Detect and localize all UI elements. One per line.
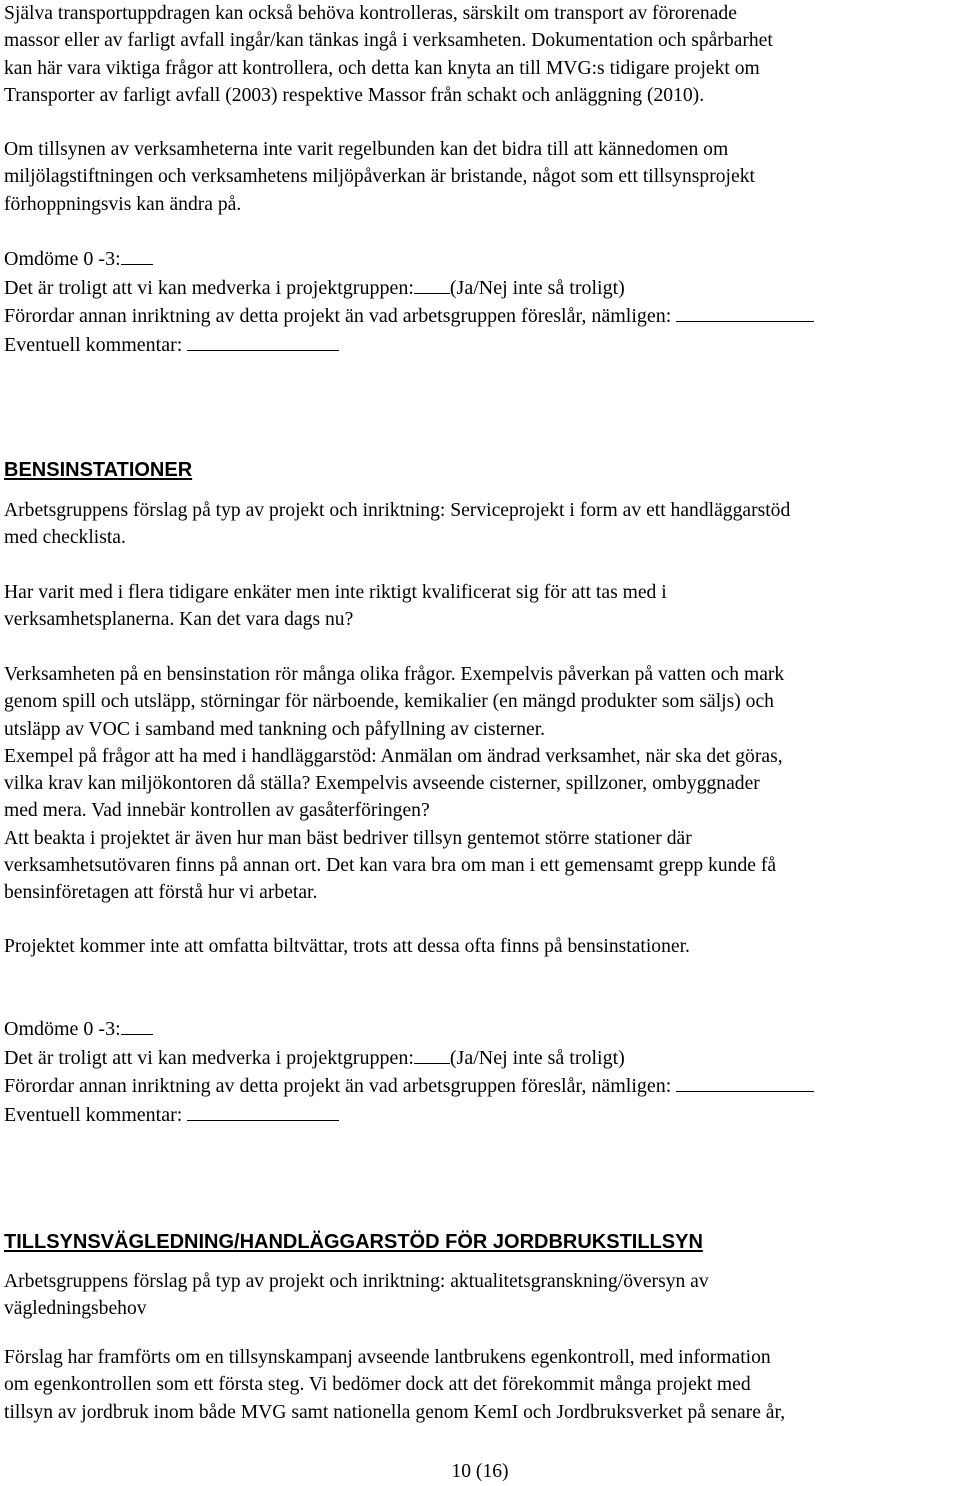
text-line: kan här vara viktiga frågor att kontrollera, och detta kan knyta an till MVG:s tidigare projekt om [4,57,760,79]
text-line: Att beakta i projektet är även hur man bäst bedriver tillsyn gentemot större stationer där [4,827,692,849]
assessment-form-1 [4,245,814,359]
section-heading-bensinstationer: BENSINSTATIONER [4,459,193,481]
omdome-blank[interactable] [121,245,153,265]
medverka-blank[interactable] [414,1044,450,1064]
text-line: miljölagstiftningen och verksamhetens miljöpåverkan är bristande, något som ett tillsynsprojekt [4,166,755,188]
page-number: 10 (16) [451,1461,509,1482]
medverka-row [4,1044,814,1073]
forordar-label: Förordar annan inriktning av detta projekt än vad arbetsgruppen föreslår, nämligen: [4,1075,672,1097]
text-line: med checklista. [4,527,126,549]
bensin-verksamheten-paragraph [4,661,956,907]
text-line: Har varit med i flera tidigare enkäter men inte riktigt kvalificerat sig för att tas med i [4,582,667,603]
medverka-blank[interactable] [414,274,450,294]
section-heading-jordbrukstillsyn: TILLSYNSVÄGLEDNING/HANDLÄGGARSTÖD FÖR JORDBRUKSTILLSYN [4,1231,703,1253]
medverka-label: Det är troligt att vi kan medverka i projektgruppen: [4,1046,414,1069]
text-line: Om tillsynen av verksamheterna inte varit regelbunden kan det bidra till att kännedomen om [4,139,729,160]
omdome-row [4,1015,814,1044]
medverka-suffix: (Ja/Nej inte så troligt) [449,1046,625,1069]
intro-paragraph [4,0,956,109]
medverka-suffix: (Ja/Nej inte så troligt) [449,276,625,299]
text-line: Transporter av farligt avfall (2003) respektive Massor från schakt och anläggning (2010). [4,84,705,106]
text-line: om egenkontrollen som ett första steg. Vi bedömer dock att det förekommit många projekt med [4,1374,751,1396]
assessment-form-2 [4,1015,814,1129]
kommentar-blank[interactable] [187,331,339,351]
text-line: Exempel på frågor att ha med i handläggarstöd: Anmälan om ändrad verksamhet, när ska det göras, [4,745,783,767]
text-line: Förslag har framförts om en tillsynskampanj avseende lantbrukens egenkontroll, med information [4,1347,771,1368]
medverka-label: Det är troligt att vi kan medverka i projektgruppen: [4,276,414,299]
bensin-har-varit-paragraph [4,579,956,634]
omdome-label: Omdöme 0 -3: [4,248,121,270]
text-line: Projektet kommer inte att omfatta biltvättar, trots att dessa ofta finns på bensinstationer. [4,936,690,957]
forordar-blank[interactable] [676,1072,814,1092]
text-line: tillsyn av jordbruk inom både MVG samt nationella genom KemI och Jordbruksverket på senare år, [4,1401,786,1423]
text-line: massor eller av farligt avfall ingår/kan tänkas ingå i verksamheten. Dokumentation och spårbarhet [4,30,773,52]
forordar-row [4,1072,814,1101]
omdome-blank[interactable] [121,1015,153,1035]
text-line: Verksamheten på en bensinstation rör många olika frågor. Exempelvis påverkan på vatten och mark [4,664,785,685]
text-line: genom spill och utsläpp, störningar för närboende, kemikalier (en mängd produkter som säljs) och [4,691,774,713]
jordbruk-kampanj-paragraph [4,1344,956,1426]
text-line: vägledningsbehov [4,1298,147,1320]
text-line: verksamhetsutövaren finns på annan ort. Det kan vara bra om man i ett gemensamt grepp kunde få [4,855,777,877]
text-line: Arbetsgruppens förslag på typ av projekt och inriktning: aktualitetsgranskning/översyn av [4,1271,709,1292]
text-line: Arbetsgruppens förslag på typ av projekt och inriktning: Serviceprojekt i form av ett handläggarstöd [4,500,791,521]
bensin-forslag-paragraph [4,497,956,552]
kommentar-row [4,1101,814,1130]
text-line: utsläpp av VOC i samband med tankning och påfyllning av cisterner. [4,718,546,740]
medverka-row [4,274,814,303]
kommentar-label: Eventuell kommentar: [4,333,183,356]
forordar-row [4,302,814,331]
text-line: förhoppningsvis kan ändra på. [4,193,242,215]
text-line: med mera. Vad innebär kontrollen av gasåterföringen? [4,800,430,822]
bensin-projektet-paragraph [4,933,956,960]
kommentar-row [4,331,814,360]
forordar-blank[interactable] [676,302,814,322]
omdome-label: Omdöme 0 -3: [4,1018,121,1040]
jordbruk-forslag-paragraph [4,1268,956,1323]
text-line: Själva transportuppdragen kan också behöva kontrolleras, särskilt om transport av förorenade [4,3,737,24]
kommentar-label: Eventuell kommentar: [4,1103,183,1126]
text-line: verksamhetsplanerna. Kan det vara dags nu? [4,609,354,631]
forordar-label: Förordar annan inriktning av detta projekt än vad arbetsgruppen föreslår, nämligen: [4,305,672,327]
text-line: vilka krav kan miljökontoren då ställa? Exempelvis avseende cisterner, spillzoner, ombyggnader [4,773,760,795]
kommentar-blank[interactable] [187,1101,339,1121]
text-line: bensinföretagen att förstå hur vi arbetar. [4,882,318,904]
omdome-row [4,245,814,274]
tillsyn-paragraph [4,136,956,218]
